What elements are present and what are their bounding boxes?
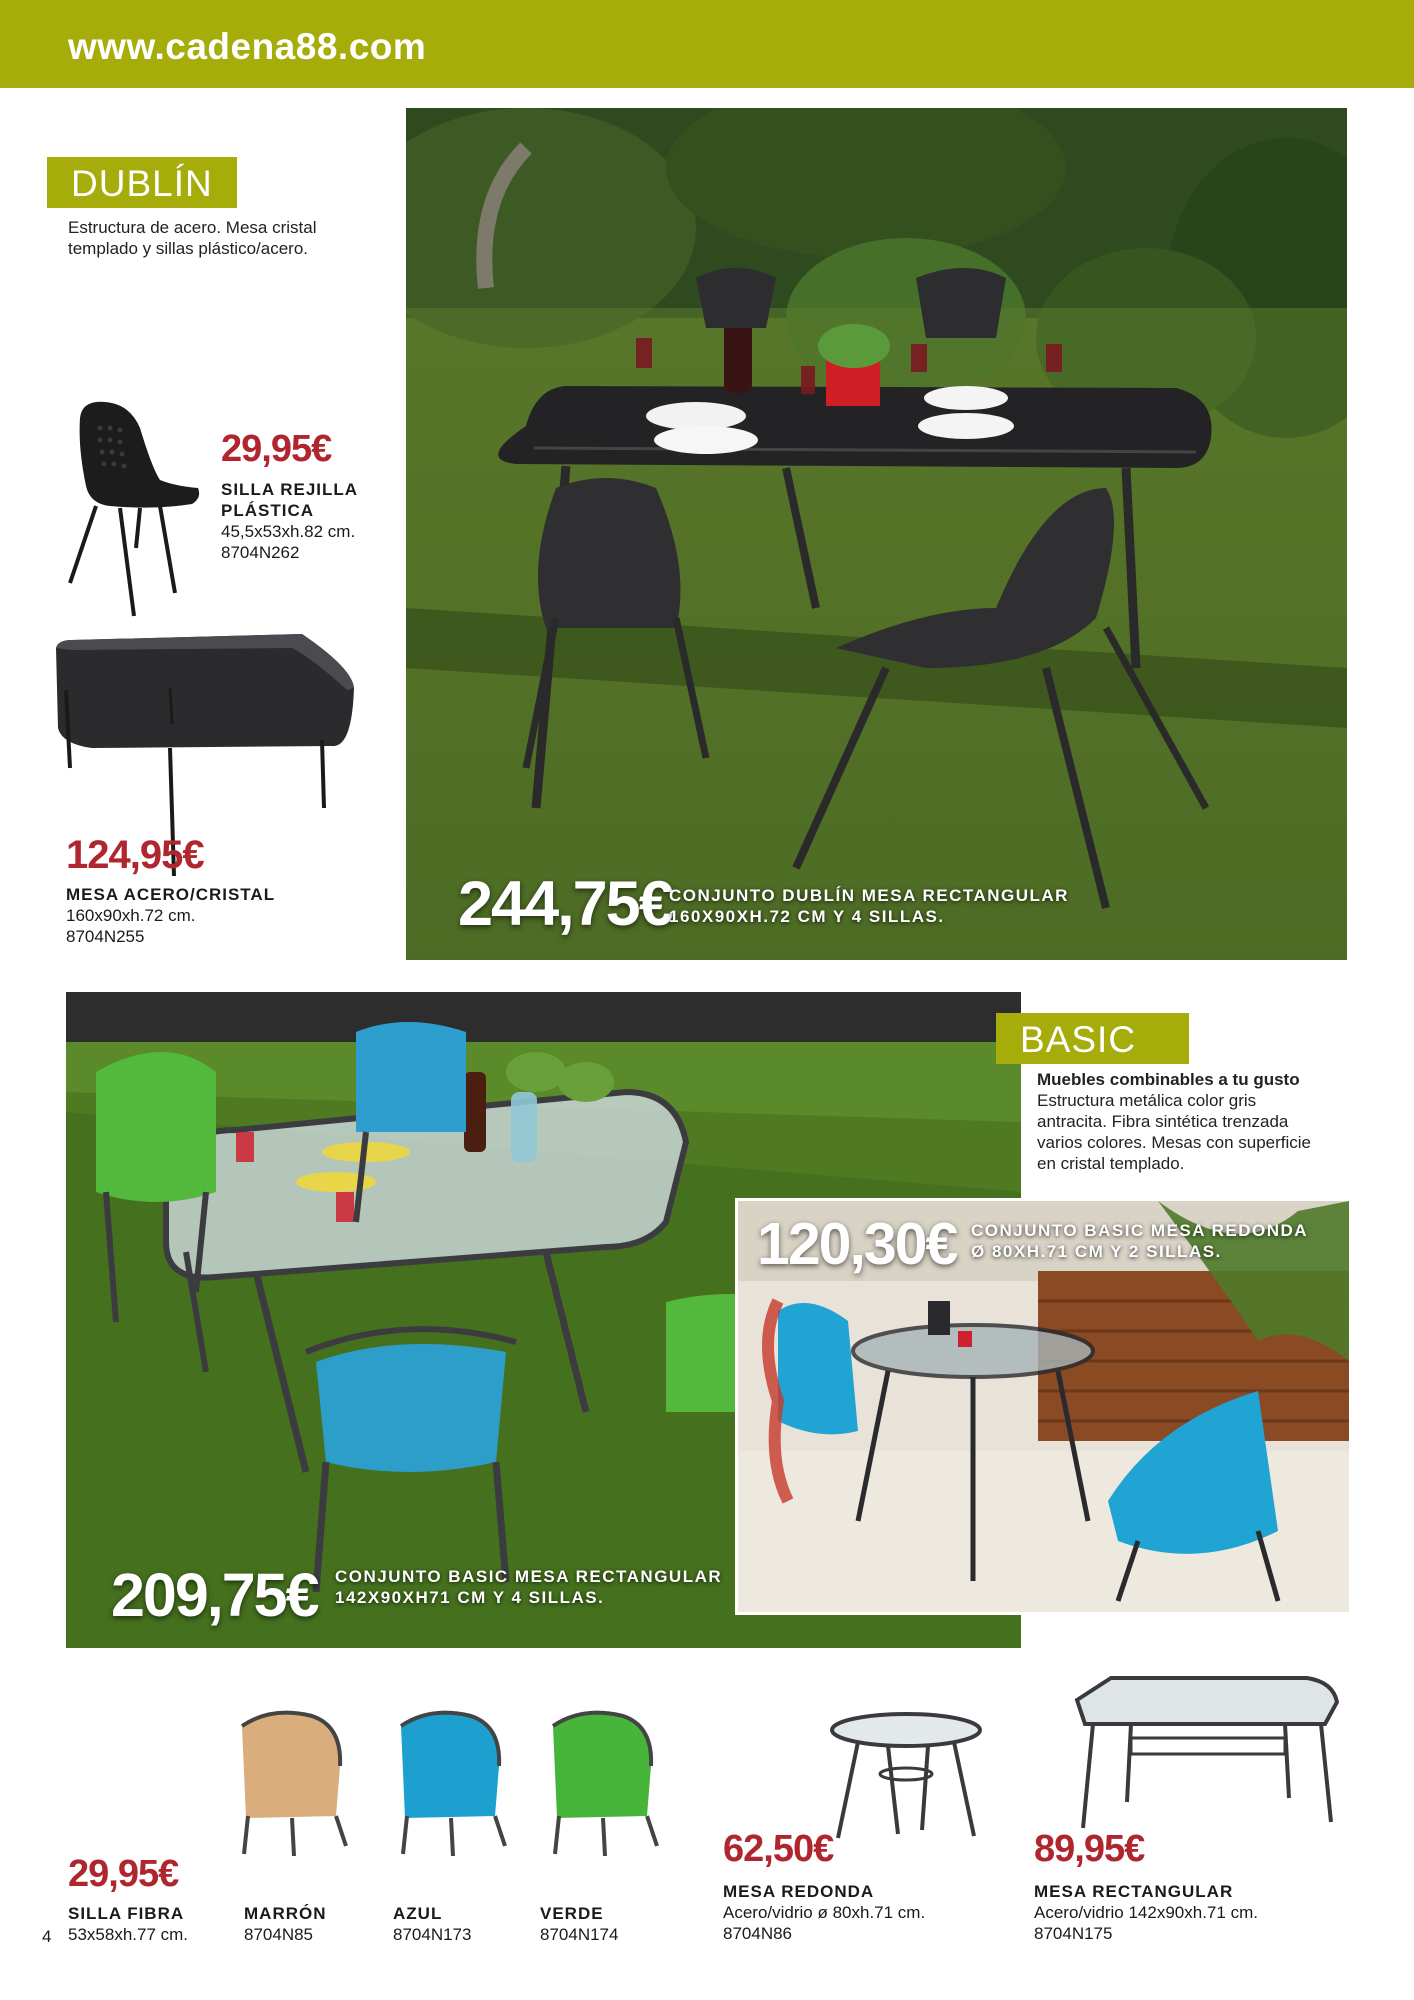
basic-tag: BASIC bbox=[996, 1013, 1189, 1064]
basic-rect-caption1: CONJUNTO BASIC MESA RECTANGULAR bbox=[335, 1567, 723, 1586]
dublin-desc-line2: templado y sillas plástico/acero. bbox=[68, 239, 309, 258]
dublin-table-ref: 8704N255 bbox=[66, 927, 145, 946]
dublin-set-caption1: CONJUNTO DUBLÍN MESA RECTANGULAR bbox=[669, 886, 1069, 905]
chair-verde-image bbox=[543, 1706, 667, 1856]
variant-azul bbox=[393, 1903, 471, 1945]
basic-round-set-caption bbox=[971, 1220, 1308, 1262]
dublin-chair-ref: 8704N262 bbox=[221, 543, 300, 562]
variant-verde-ref: 8704N174 bbox=[540, 1925, 619, 1944]
silla-fibra-dims: 53x58xh.77 cm. bbox=[68, 1925, 189, 1944]
rect-table-image bbox=[1071, 1672, 1343, 1834]
dublin-set-price: 244,75€ bbox=[458, 869, 672, 939]
variant-marron-name: MARRÓN bbox=[244, 1904, 327, 1923]
variant-verde-name: VERDE bbox=[540, 1904, 604, 1923]
round-table-illustration bbox=[828, 1710, 984, 1840]
basic-description bbox=[1037, 1069, 1311, 1174]
dublin-chair-details bbox=[221, 479, 358, 563]
basic-headline: Muebles combinables a tu gusto bbox=[1037, 1070, 1300, 1089]
dublin-garden-photo bbox=[406, 108, 1347, 960]
dublin-table-price: 124,95€ bbox=[66, 833, 204, 877]
basic-round-set-price: 120,30€ bbox=[757, 1211, 957, 1277]
dublin-chair-image bbox=[60, 398, 210, 620]
dublin-set-caption2: 160X90XH.72 CM Y 4 SILLAS. bbox=[669, 907, 945, 926]
silla-fibra-name: SILLA FIBRA bbox=[68, 1904, 185, 1923]
dublin-chair-price: 29,95€ bbox=[221, 428, 332, 470]
variant-marron-ref: 8704N85 bbox=[244, 1925, 314, 1944]
dublin-scene bbox=[406, 108, 1347, 960]
silla-fibra-details bbox=[68, 1903, 188, 1945]
dublin-table-dims: 160x90xh.72 cm. bbox=[66, 906, 196, 925]
mesa-redonda-name: MESA REDONDA bbox=[723, 1882, 875, 1901]
mesa-rectangular-details bbox=[1034, 1881, 1258, 1944]
variant-azul-name: AZUL bbox=[393, 1904, 443, 1923]
basic-rect-set-price: 209,75€ bbox=[111, 1561, 318, 1629]
basic-rect-set-caption bbox=[335, 1566, 722, 1608]
variant-marron bbox=[244, 1903, 327, 1945]
chair-azul-illustration bbox=[391, 1706, 515, 1856]
mesa-redonda-ref: 8704N86 bbox=[723, 1924, 793, 1943]
mesa-rectangular-name: MESA RECTANGULAR bbox=[1034, 1882, 1234, 1901]
mesa-rectangular-ref: 8704N175 bbox=[1034, 1924, 1113, 1943]
basic-desc-line1: Estructura metálica color gris bbox=[1037, 1091, 1257, 1110]
dublin-chair-name2: PLÁSTICA bbox=[221, 501, 314, 520]
silla-fibra-price: 29,95€ bbox=[68, 1853, 179, 1895]
chair-verde-illustration bbox=[543, 1706, 667, 1856]
basic-round-caption1: CONJUNTO BASIC MESA REDONDA bbox=[971, 1221, 1309, 1240]
mesa-redonda-price: 62,50€ bbox=[723, 1828, 834, 1870]
chair-marron-image bbox=[232, 1706, 356, 1856]
basic-desc-line4: en cristal templado. bbox=[1037, 1154, 1185, 1173]
basic-desc-line2: antracita. Fibra sintética trenzada bbox=[1037, 1112, 1289, 1131]
mesa-redonda-details bbox=[723, 1881, 925, 1944]
dublin-tag: DUBLÍN bbox=[47, 157, 237, 208]
variant-azul-ref: 8704N173 bbox=[393, 1925, 472, 1944]
basic-rect-caption2: 142X90XH71 CM Y 4 SILLAS. bbox=[335, 1588, 605, 1607]
chair-azul-image bbox=[391, 1706, 515, 1856]
chair-illustration bbox=[60, 398, 210, 620]
variant-verde bbox=[540, 1903, 618, 1945]
dublin-chair-name1: SILLA REJILLA bbox=[221, 480, 359, 499]
rect-table-illustration bbox=[1071, 1672, 1343, 1834]
mesa-redonda-dims: Acero/vidrio ø 80xh.71 cm. bbox=[723, 1903, 926, 1922]
dublin-set-caption bbox=[669, 885, 1069, 927]
chair-marron-illustration bbox=[232, 1706, 356, 1856]
mesa-rectangular-price: 89,95€ bbox=[1034, 1828, 1145, 1870]
page-number: 4 bbox=[42, 1927, 52, 1946]
site-url[interactable]: www.cadena88.com bbox=[68, 26, 427, 67]
mesa-rectangular-dims: Acero/vidrio 142x90xh.71 cm. bbox=[1034, 1903, 1258, 1922]
dublin-description bbox=[68, 217, 316, 259]
basic-round-caption2: Ø 80XH.71 CM Y 2 SILLAS. bbox=[971, 1242, 1222, 1261]
dublin-table-name: MESA ACERO/CRISTAL bbox=[66, 885, 276, 904]
basic-desc-line3: varios colores. Mesas con superficie bbox=[1037, 1133, 1312, 1152]
dublin-table-details bbox=[66, 884, 275, 947]
round-table-image bbox=[828, 1710, 984, 1840]
dublin-chair-dims: 45,5x53xh.82 cm. bbox=[221, 522, 356, 541]
dublin-desc-line1: Estructura de acero. Mesa cristal bbox=[68, 218, 317, 237]
